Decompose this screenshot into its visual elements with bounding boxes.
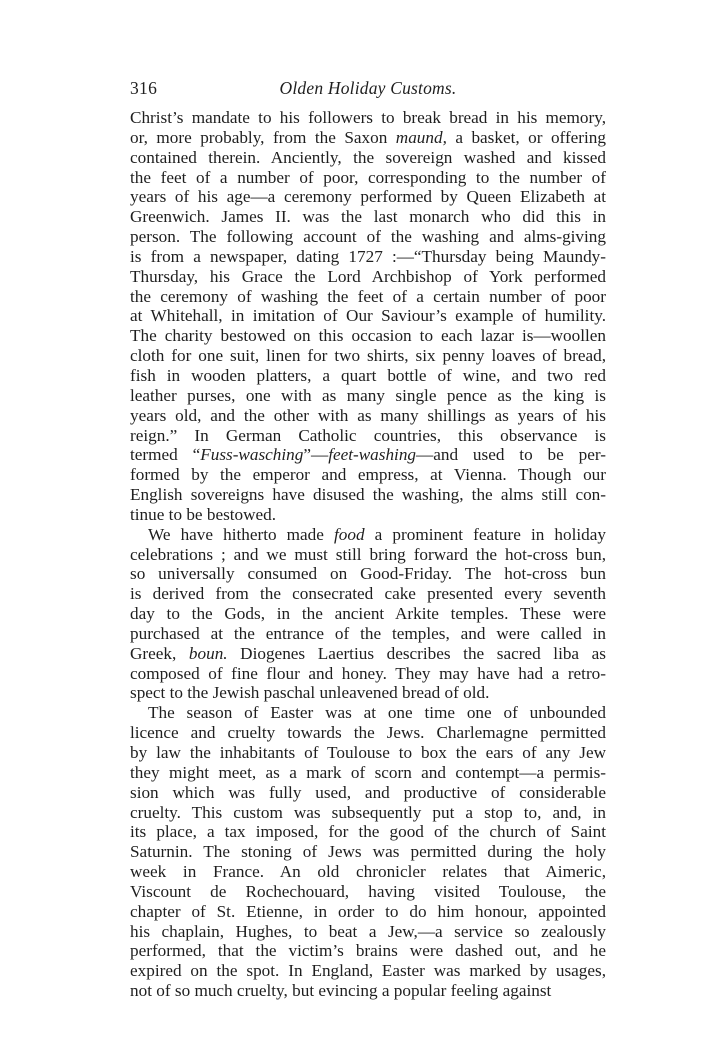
page-header [130,72,606,102]
text-line: We have hitherto made food a prominent feature in holiday [148,524,606,544]
text-line: the feet of a number of poor, corresponding to the number of [130,167,606,187]
text-line: termed “Fuss-wasching”—feet-washing—and used to be per- [130,445,606,465]
text-line: chapter of St. Etienne, in order to do him honour, appointed [130,901,606,921]
running-title: Olden Holiday Customs. [279,78,457,98]
text-line: contained therein. Anciently, the sovereign washed and kissed [130,147,606,167]
text-line: day to the Gods, in the ancient Arkite temples. These were [130,604,606,624]
text-line: Greek, boun. Diogenes Laertius describes the sacred liba as [130,643,606,663]
text-line: is derived from the consecrated cake presented every seventh [130,584,606,604]
text-line: reign.” In German Catholic countries, this observance is [130,425,606,445]
text-line: fish in wooden platters, a quart bottle of wine, and two red [130,365,606,385]
text-line: formed by the emperor and empress, at Vienna. Though our [130,465,606,485]
text-line: Christ’s mandate to his followers to break bread in his memory, [130,108,606,127]
text-line: tinue to be bestowed. [130,504,277,524]
text-line: Saturnin. The stoning of Jews was permitted during the holy [130,842,606,862]
text-line: The season of Easter was at one time one of unbounded [148,703,606,723]
text-line: years old, and the other with as many shillings as years of his [130,405,606,425]
text-line: his chaplain, Hughes, to beat a Jew,—a service so zealously [130,921,606,941]
text-line: by law the inhabitants of Toulouse to box the ears of any Jew [130,743,606,762]
text-line: person. The following account of the washing and alms-giving [130,227,606,247]
text-line: Thursday, his Grace the Lord Archbishop of York performed [130,266,606,286]
text-line: week in France. An old chronicler relates that Aimeric, [130,862,606,882]
text-line: purchased at the entrance of the temples, and were called in [130,623,606,643]
text-line: they might meet, as a mark of scorn and contempt—a permis- [130,762,606,782]
text-line: Greenwich. James II. was the last monarch who did this in [130,207,606,227]
text-line: spect to the Jewish paschal unleavened bread of old. [130,683,490,703]
book-page [130,72,606,1001]
text-line: sion which was fully used, and productive of considerable [130,782,606,802]
text-line: performed, that the victim’s brains were dashed out, and he [130,941,606,961]
text-line: cloth for one suit, linen for two shirts, six penny loaves of bread, [130,346,606,366]
text-line: Viscount de Rochechouard, having visited Toulouse, the [130,881,606,901]
text-line: or, more probably, from the Saxon maund, a basket, or offering [130,127,606,147]
paragraph [130,108,606,525]
text-line: so universally consumed on Good-Friday. The hot-cross bun [130,564,606,584]
text-line: cruelty. This custom was subsequently put a stop to, and, in [130,802,606,822]
text-line: years of his age—a ceremony performed by Queen Elizabeth at [130,187,606,207]
paragraph [130,525,606,704]
page-number: 316 [130,78,158,98]
text-line: expired on the spot. In England, Easter was marked by usages, [130,961,606,981]
text-line: composed of fine flour and honey. They may have had a retro- [130,663,606,683]
text-line: licence and cruelty towards the Jews. Charlemagne permitted [130,723,606,743]
text-line: leather purses, one with as many single pence as the king is [130,385,606,405]
text-line: celebrations ; and we must still bring forward the hot-cross bun, [130,544,606,564]
text-line: the ceremony of washing the feet of a certain number of poor [130,286,606,306]
text-line: is from a newspaper, dating 1727 :—“Thursday being Maundy- [130,246,606,266]
text-line: The charity bestowed on this occasion to each lazar is—woollen [130,326,606,346]
text-line: not of so much cruelty, but evincing a popular feeling against [130,981,552,1001]
text-line: English sovereigns have disused the washing, the alms still con- [130,485,606,505]
paragraph [130,703,606,1001]
body-text [130,108,606,1001]
text-line: at Whitehall, in imitation of Our Saviour’s example of humility. [130,306,606,326]
text-line: its place, a tax imposed, for the good of the church of Saint [130,822,606,842]
